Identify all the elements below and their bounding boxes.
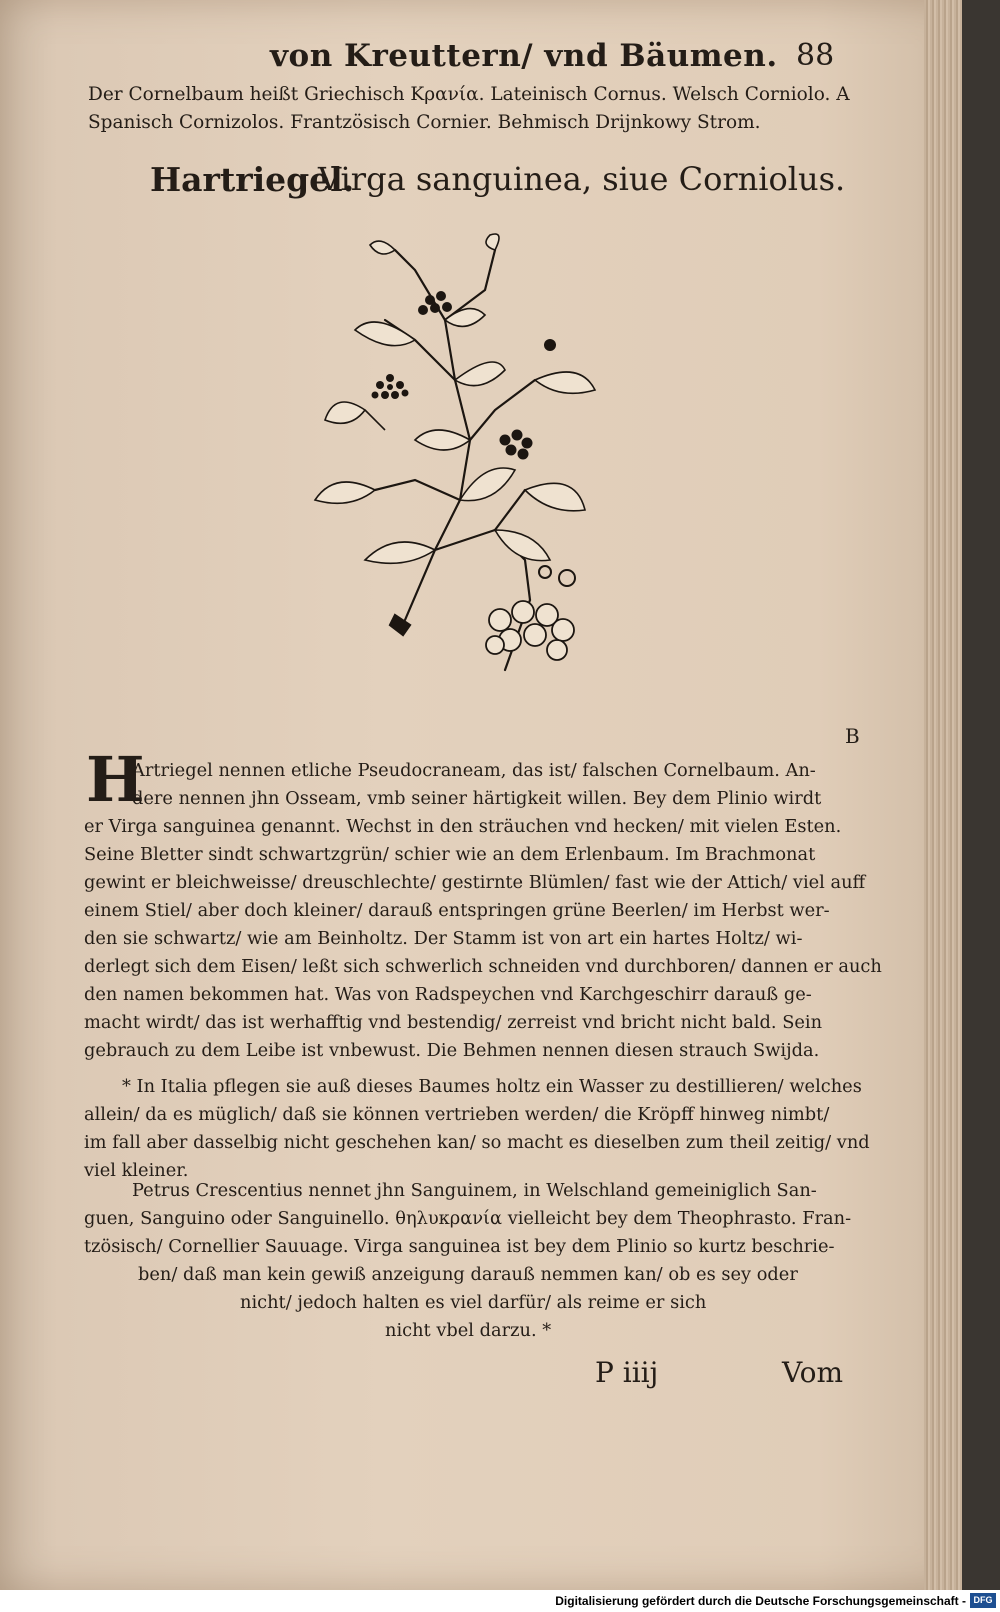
title-german: Hartriegel. bbox=[150, 160, 355, 199]
p2-line: allein/ da es müglich/ daß sie können vertrieben werden/ die Kröpff hinweg nimbt/ bbox=[84, 1104, 830, 1125]
p1-line: er Virga sanguinea genannt. Wechst in den sträuchen vnd hecken/ mit vielen Esten. bbox=[84, 816, 842, 837]
p1-line: macht wirdt/ das ist werhafftig vnd bestendig/ zerreist vnd bricht nicht bald. Sein bbox=[84, 1012, 823, 1033]
p1-line: Artriegel nennen etliche Pseudocraneam, das ist/ falschen Cornelbaum. An- bbox=[132, 760, 816, 781]
p1-line: Seine Bletter sindt schwartzgrün/ schier wie an dem Erlenbaum. Im Brachmonat bbox=[84, 844, 816, 865]
dogwood-woodcut-illustration bbox=[295, 230, 625, 710]
p1-line: den namen bekommen hat. Was von Radspeychen vnd Karchgeschirr darauß ge- bbox=[84, 984, 812, 1005]
p1-line: gewint er bleichweisse/ dreuschlechte/ gestirnte Blümlen/ fast wie der Attich/ viel auff bbox=[84, 872, 866, 893]
title-latin: Virga sanguinea, siue Corniolus. bbox=[318, 160, 846, 198]
p1-line: gebrauch zu dem Leibe ist vnbewust. Die Behmen nennen diesen strauch Swijda. bbox=[84, 1040, 820, 1061]
section-mark: B bbox=[845, 724, 860, 748]
names-line-1: Der Cornelbaum heißt Griechisch Κρανία. Lateinisch Cornus. Welsch Corniolo. A bbox=[88, 84, 850, 105]
p3-line: ben/ daß man kein gewiß anzeigung darauß nemmen kan/ ob es sey oder bbox=[138, 1264, 798, 1285]
p1-line: einem Stiel/ aber doch kleiner/ darauß entspringen grüne Beerlen/ im Herbst wer- bbox=[84, 900, 830, 921]
drop-cap: H bbox=[86, 743, 145, 816]
page-edge-stack bbox=[924, 0, 962, 1590]
p3-line: guen, Sanguino oder Sanguinello. θηλυκρανία vielleicht bey dem Theophrasto. Fran- bbox=[84, 1208, 852, 1229]
running-head: von Kreuttern/ vnd Bäumen. bbox=[270, 38, 778, 74]
p3-line: nicht vbel darzu. * bbox=[385, 1320, 552, 1341]
digitization-credit: Digitalisierung gefördert durch die Deutsche Forschungsgemeinschaft - bbox=[555, 1594, 966, 1608]
p2-line: im fall aber dasselbig nicht geschehen kan/ so macht es dieselben zum theil zeitig/ vnd bbox=[84, 1132, 870, 1153]
p2-line: viel kleiner. bbox=[84, 1160, 189, 1181]
p3-line: Petrus Crescentius nennet jhn Sanguinem, in Welschland gemeiniglich San- bbox=[132, 1180, 817, 1201]
catchword: Vom bbox=[782, 1356, 844, 1389]
p3-line: tzösisch/ Cornellier Sauuage. Virga sanguinea ist bey dem Plinio so kurtz beschrie- bbox=[84, 1236, 835, 1257]
p1-line: derlegt sich dem Eisen/ leßt sich schwerlich schneiden vnd durchboren/ dannen er auch bbox=[84, 956, 882, 977]
signature-mark: P iiij bbox=[595, 1356, 659, 1389]
p1-line: den sie schwartz/ wie am Beinholtz. Der Stamm ist von art ein hartes Holtz/ wi- bbox=[84, 928, 803, 949]
names-line-2: Spanisch Cornizolos. Frantzösisch Cornier. Behmisch Drijnkowy Strom. bbox=[88, 112, 761, 133]
p2-line: * In Italia pflegen sie auß dieses Baumes holtz ein Wasser zu destillieren/ welches bbox=[122, 1076, 862, 1097]
p3-line: nicht/ jedoch halten es viel darfür/ als reime er sich bbox=[240, 1292, 707, 1313]
dfg-logo: DFG bbox=[970, 1593, 996, 1608]
digitization-credit-bar bbox=[0, 1590, 1000, 1612]
page-number: 88 bbox=[796, 38, 835, 73]
p1-line: dere nennen jhn Osseam, vmb seiner härtigkeit willen. Bey dem Plinio wirdt bbox=[132, 788, 822, 809]
